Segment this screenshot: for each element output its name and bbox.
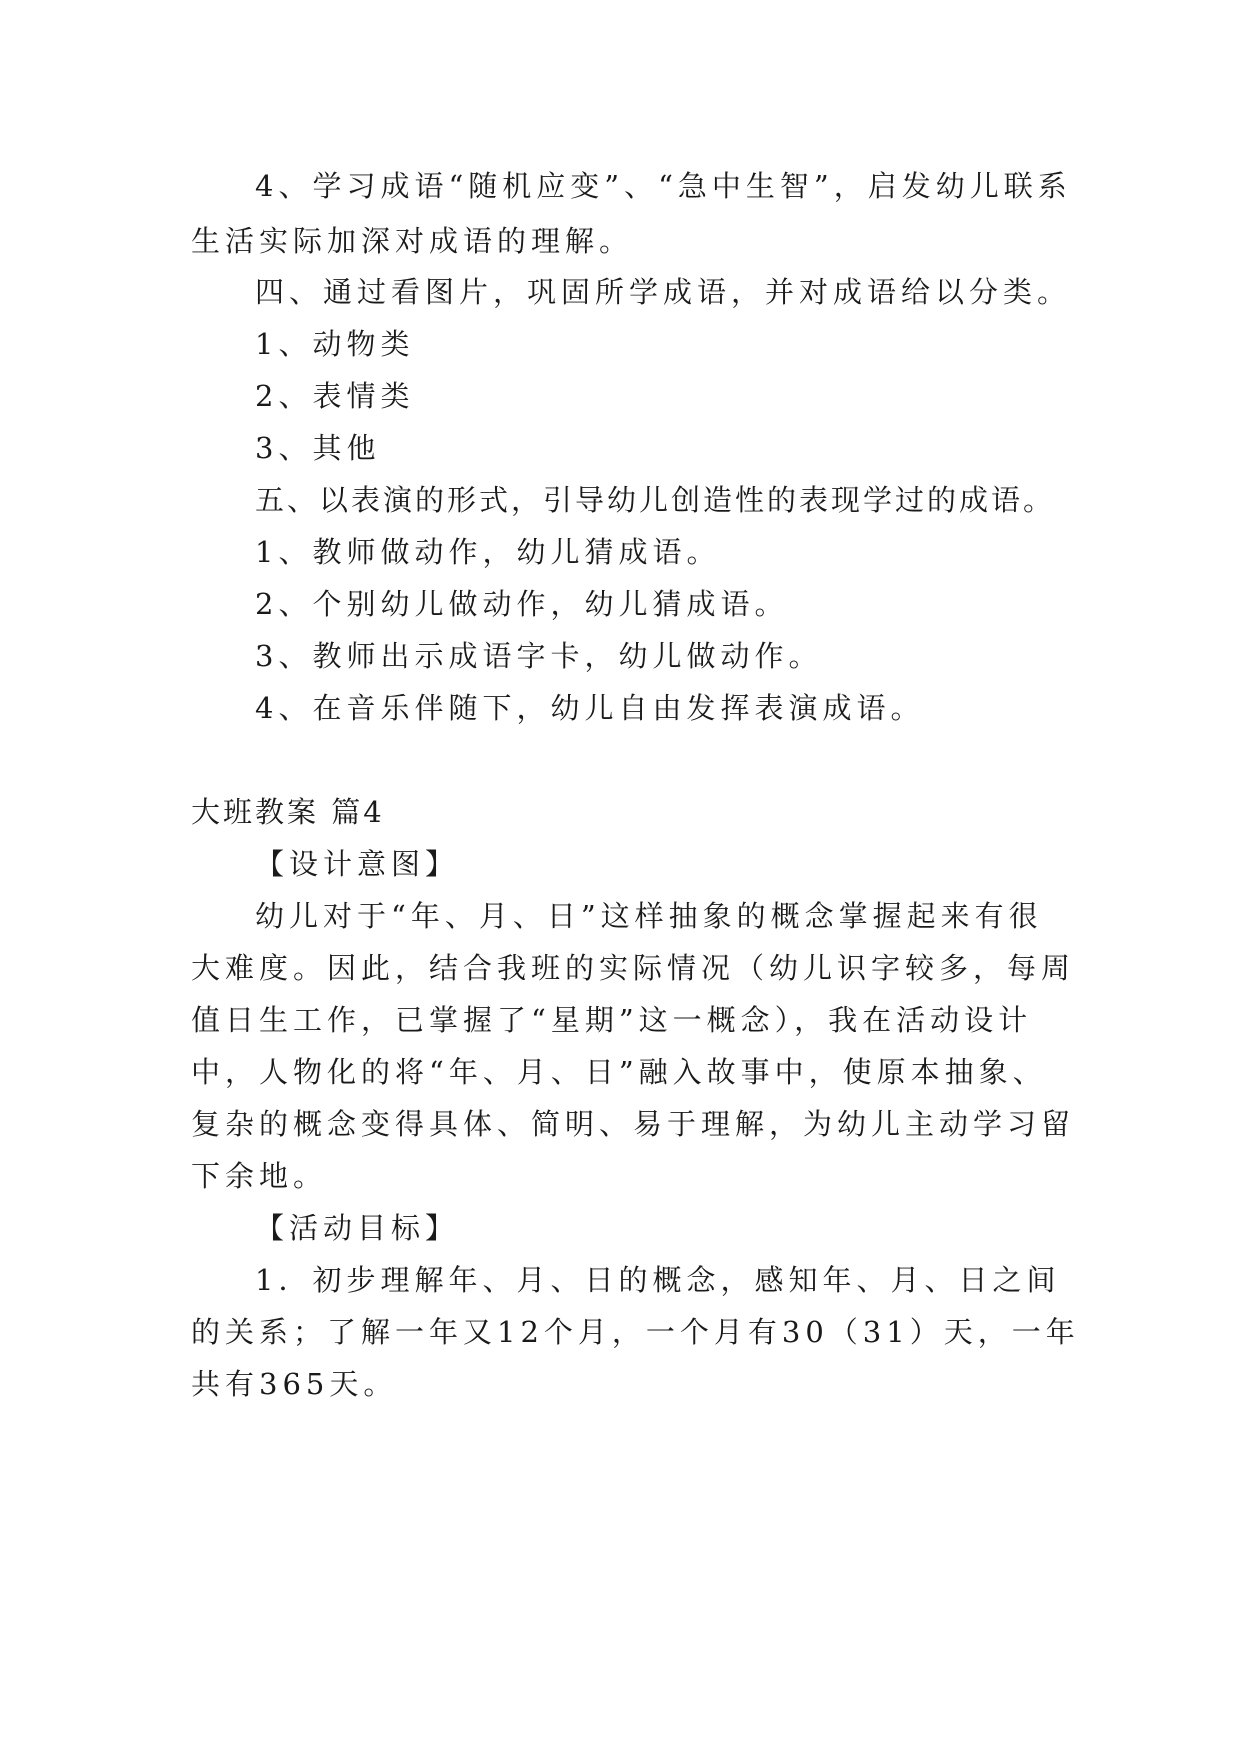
paragraph-line: 下余地。 bbox=[191, 1159, 328, 1193]
paragraph-line: 生活实际加深对成语的理解。 bbox=[191, 224, 634, 258]
list-item: 3、其他 bbox=[255, 431, 381, 465]
paragraph-line: 值日生工作，已掌握了“星期”这一概念），我在活动设计 bbox=[191, 1003, 1033, 1037]
paragraph-line: 幼儿对于“年、月、日”这样抽象的概念掌握起来有很 bbox=[255, 899, 1043, 933]
list-item: 3、教师出示成语字卡，幼儿做动作。 bbox=[255, 639, 823, 673]
subsection-heading: 【活动目标】 bbox=[255, 1211, 460, 1245]
paragraph-line: 大难度。因此，结合我班的实际情况（幼儿识字较多，每周 bbox=[191, 951, 1076, 985]
list-item: 4、在音乐伴随下，幼儿自由发挥表演成语。 bbox=[255, 691, 925, 725]
list-item: 2、表情类 bbox=[255, 379, 415, 413]
step-heading: 四、通过看图片，巩固所学成语，并对成语给以分类。 bbox=[255, 275, 1072, 309]
paragraph-line: 1．初步理解年、月、日的概念，感知年、月、日之间 bbox=[255, 1263, 1061, 1297]
list-item: 1、教师做动作，幼儿猜成语。 bbox=[255, 535, 721, 569]
list-item: 2、个别幼儿做动作，幼儿猜成语。 bbox=[255, 587, 789, 621]
paragraph-line: 共有365天。 bbox=[191, 1367, 398, 1401]
section-title: 大班教案 篇4 bbox=[191, 795, 385, 829]
paragraph-line: 4、学习成语“随机应变”、“急中生智”，启发幼儿联系 bbox=[255, 169, 1072, 203]
paragraph-line: 中，人物化的将“年、月、日”融入故事中，使原本抽象、 bbox=[191, 1055, 1047, 1089]
subsection-heading: 【设计意图】 bbox=[255, 847, 460, 881]
paragraph-line: 复杂的概念变得具体、简明、易于理解，为幼儿主动学习留 bbox=[191, 1107, 1076, 1141]
paragraph-line: 的关系；了解一年又12个月，一个月有30（31）天，一年 bbox=[191, 1315, 1080, 1349]
list-item: 1、动物类 bbox=[255, 327, 415, 361]
step-heading: 五、以表演的形式，引导幼儿创造性的表现学过的成语。 bbox=[255, 483, 1056, 517]
